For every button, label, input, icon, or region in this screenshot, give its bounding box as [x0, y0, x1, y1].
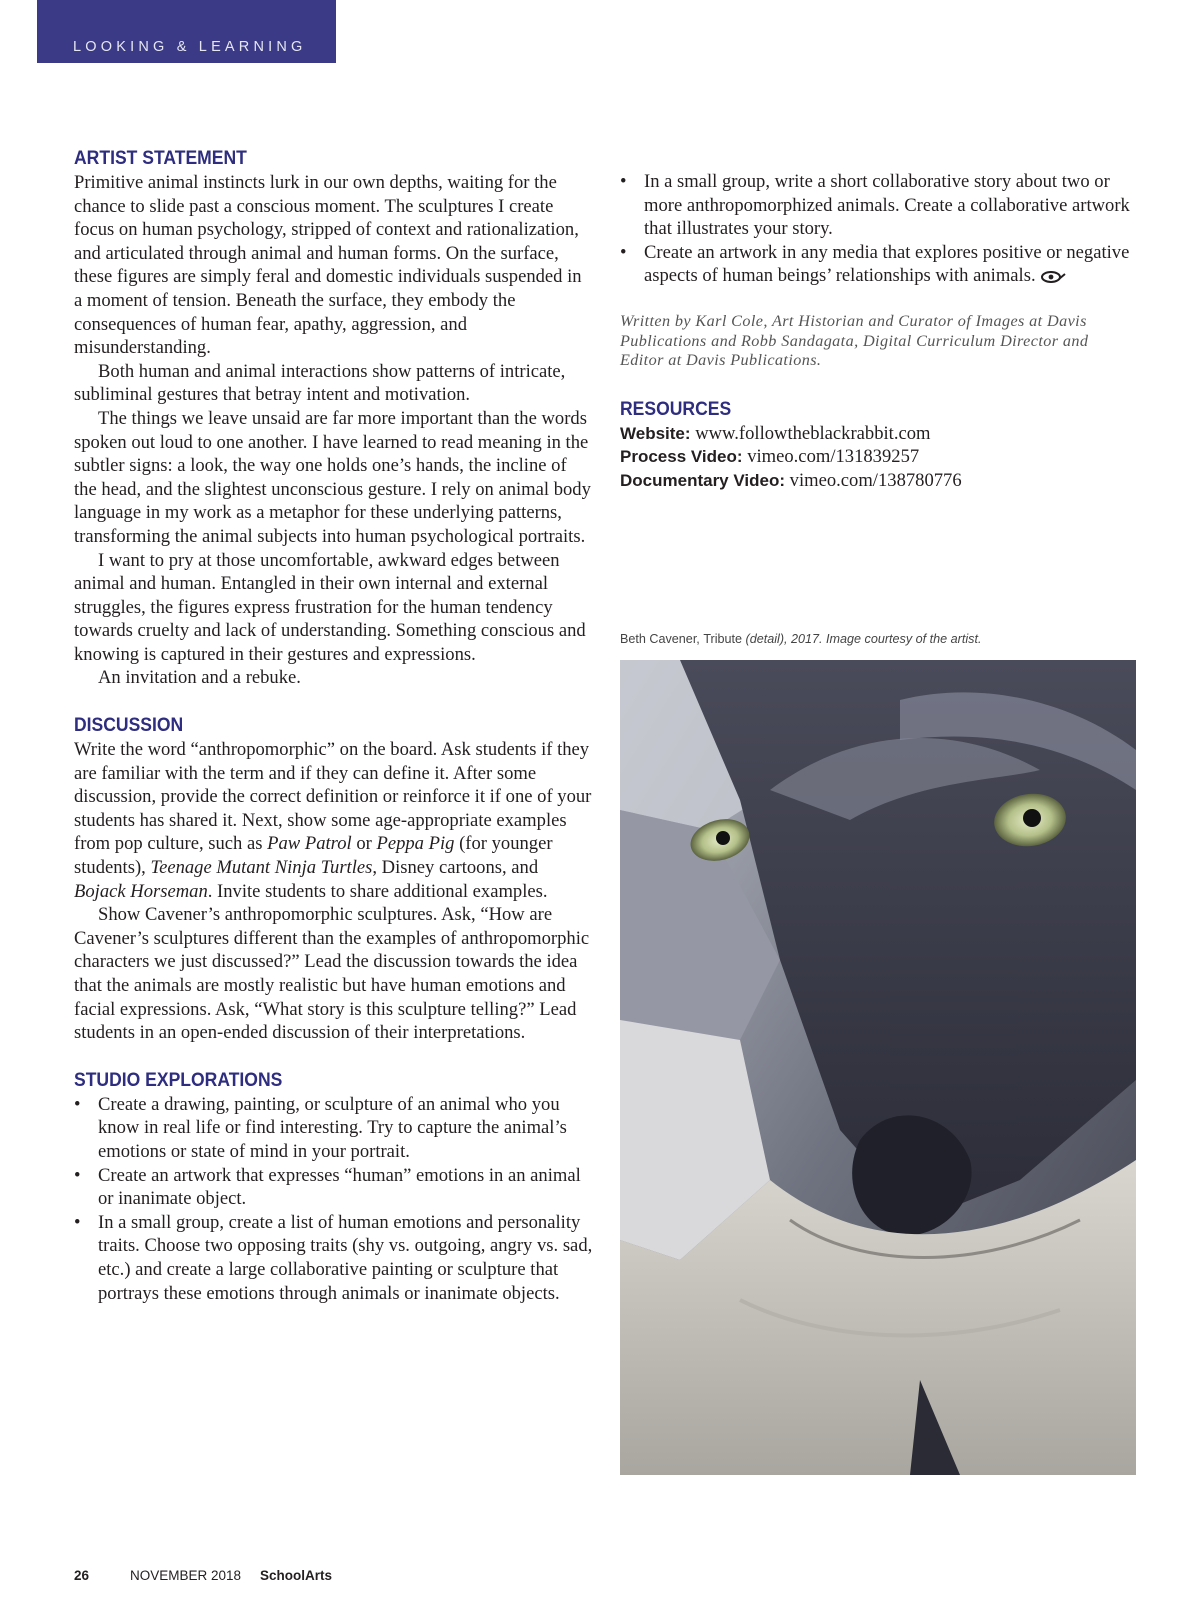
title-peppa-pig: Peppa Pig — [376, 833, 455, 855]
resources-heading: RESOURCES — [620, 397, 732, 420]
title-tmnt: Teenage Mutant Ninja Turtles — [150, 857, 373, 879]
end-mark-icon — [1040, 270, 1066, 284]
resource-process-video — [620, 445, 1135, 469]
studio-explorations-heading: STUDIO EXPLORATIONS — [74, 1068, 283, 1091]
list-item: • In a small group, create a list of human emotions and personality traits. Choose two opposing traits (shy vs. outgoing, angry vs. sad, etc.) and create a large collaborative painting or sculpture that portrays these emotions through animals or inanimate objects. — [74, 1211, 593, 1304]
studio-explorations-list-continued — [620, 170, 1135, 288]
list-item: • Create a drawing, painting, or sculpture of an animal who you know in real life or find interesting. Try to capture the animal’s emotions or state of mind in your portrait. — [74, 1093, 567, 1162]
documentary-video-link[interactable]: vimeo.com/138780776 — [789, 469, 962, 491]
magazine-name: SchoolArts — [260, 1568, 333, 1583]
resource-documentary-video — [620, 469, 1135, 493]
right-column — [620, 170, 1135, 493]
left-column — [74, 146, 594, 1305]
bullet-icon: • — [74, 1093, 81, 1115]
section-tab — [37, 0, 336, 63]
page-number: 26 — [74, 1568, 90, 1583]
image-caption: Beth Cavener, Tribute (detail), 2017. Image courtesy of the artist. — [620, 632, 982, 646]
list-item: • In a small group, write a short collaborative story about two or more anthropomorphized animals. Create a collaborative artwork that illustrates your story. — [620, 171, 1130, 240]
studio-explorations-list — [74, 1093, 594, 1305]
artist-statement-heading: ARTIST STATEMENT — [74, 147, 247, 169]
artist-statement-paragraph: Both human and animal interactions show patterns of intricate, subliminal gestures that betray intent and motivation. — [74, 360, 566, 406]
list-item: • Create an artwork that expresses “human” emotions in an animal or inanimate object. — [74, 1164, 581, 1210]
resource-label: Website: — [620, 423, 691, 443]
issue-date: NOVEMBER 2018 — [130, 1568, 242, 1583]
title-bojack: Bojack Horseman — [74, 880, 208, 902]
bullet-icon: • — [620, 241, 627, 263]
resource-label: Process Video: — [620, 447, 743, 467]
article-byline: Written by Karl Cole, Art Historian and Curator of Images at Davis Publications and Robb Sandagata, Digital Curriculum Director and Editor at Davis Publications. — [620, 311, 1089, 370]
bullet-icon: • — [74, 1164, 81, 1186]
artist-statement-paragraph: An invitation and a rebuke. — [98, 667, 301, 689]
list-item: • Create an artwork in any media that explores positive or negative aspects of human beings’ relationships with animals. — [620, 241, 1130, 287]
bullet-icon: • — [74, 1211, 81, 1233]
section-tab-label: LOOKING & LEARNING — [73, 39, 307, 55]
resource-label: Documentary Video: — [620, 470, 786, 490]
artist-statement-paragraph: I want to pry at those uncomfortable, awkward edges between animal and human. Entangled in their own internal and external struggles, the figures express frustration for the human tendency towards cruelty and lack of understanding. Something conscious and knowing is captured in their gestures and expressions. — [74, 549, 586, 665]
sculpture-image — [620, 660, 1136, 1475]
discussion-heading: DISCUSSION — [74, 714, 184, 737]
bullet-icon: • — [620, 171, 627, 192]
process-video-link[interactable]: vimeo.com/131839257 — [747, 446, 920, 468]
resource-website — [620, 422, 1135, 446]
discussion-paragraph: Show Cavener’s anthropomorphic sculptures. Ask, “How are Cavener’s sculptures different than the examples of anthropomorphic characters we just discussed?” Lead the discussion towards the idea that the animals are mostly realistic but have human emotions and facial expressions. Ask, “What story is this sculpture telling?” Lead students in an open-ended discussion of their interpretations. — [74, 904, 590, 1044]
page-footer — [74, 1568, 332, 1583]
sculpture-photo — [620, 660, 1136, 1475]
artist-statement-paragraph: Primitive animal instincts lurk in our own depths, waiting for the chance to slide past a conscious moment. The sculptures I create focus on human psychology, stripped of context and rationalization, and articulated through animal and human forms. On the surface, these figures are simply feral and domestic individuals suspended in a moment of tension. Beneath the surface, they embody the consequences of human fear, apathy, aggression, and misunderstanding. — [74, 172, 582, 359]
discussion-paragraph: Write the word “anthropomorphic” on the board. Ask students if they are familiar with the term and if they can define it. After some discussion, provide the correct definition or reinforce it if one of your students has shared it. Next, show some age-appropriate examples from pop culture, such as Paw Patrol or Peppa Pig (for younger students), Teenage Mutant Ninja Turtles, Disney cartoons, and Bojack Horseman. Invite students to share additional examples. — [74, 739, 592, 902]
title-paw-patrol: Paw Patrol — [267, 833, 352, 855]
artist-statement-paragraph: The things we leave unsaid are far more important than the words spoken out loud to one another. I have learned to read meaning in the subtler signs: a look, the way one holds one’s hands, the incline of the head, and the slightest unconscious gesture. I rely on animal body language in my work as a metaphor for these underlying patterns, transforming the animal subjects into human psychological portraits. — [74, 407, 591, 547]
website-link[interactable]: www.followtheblackrabbit.com — [695, 422, 931, 444]
